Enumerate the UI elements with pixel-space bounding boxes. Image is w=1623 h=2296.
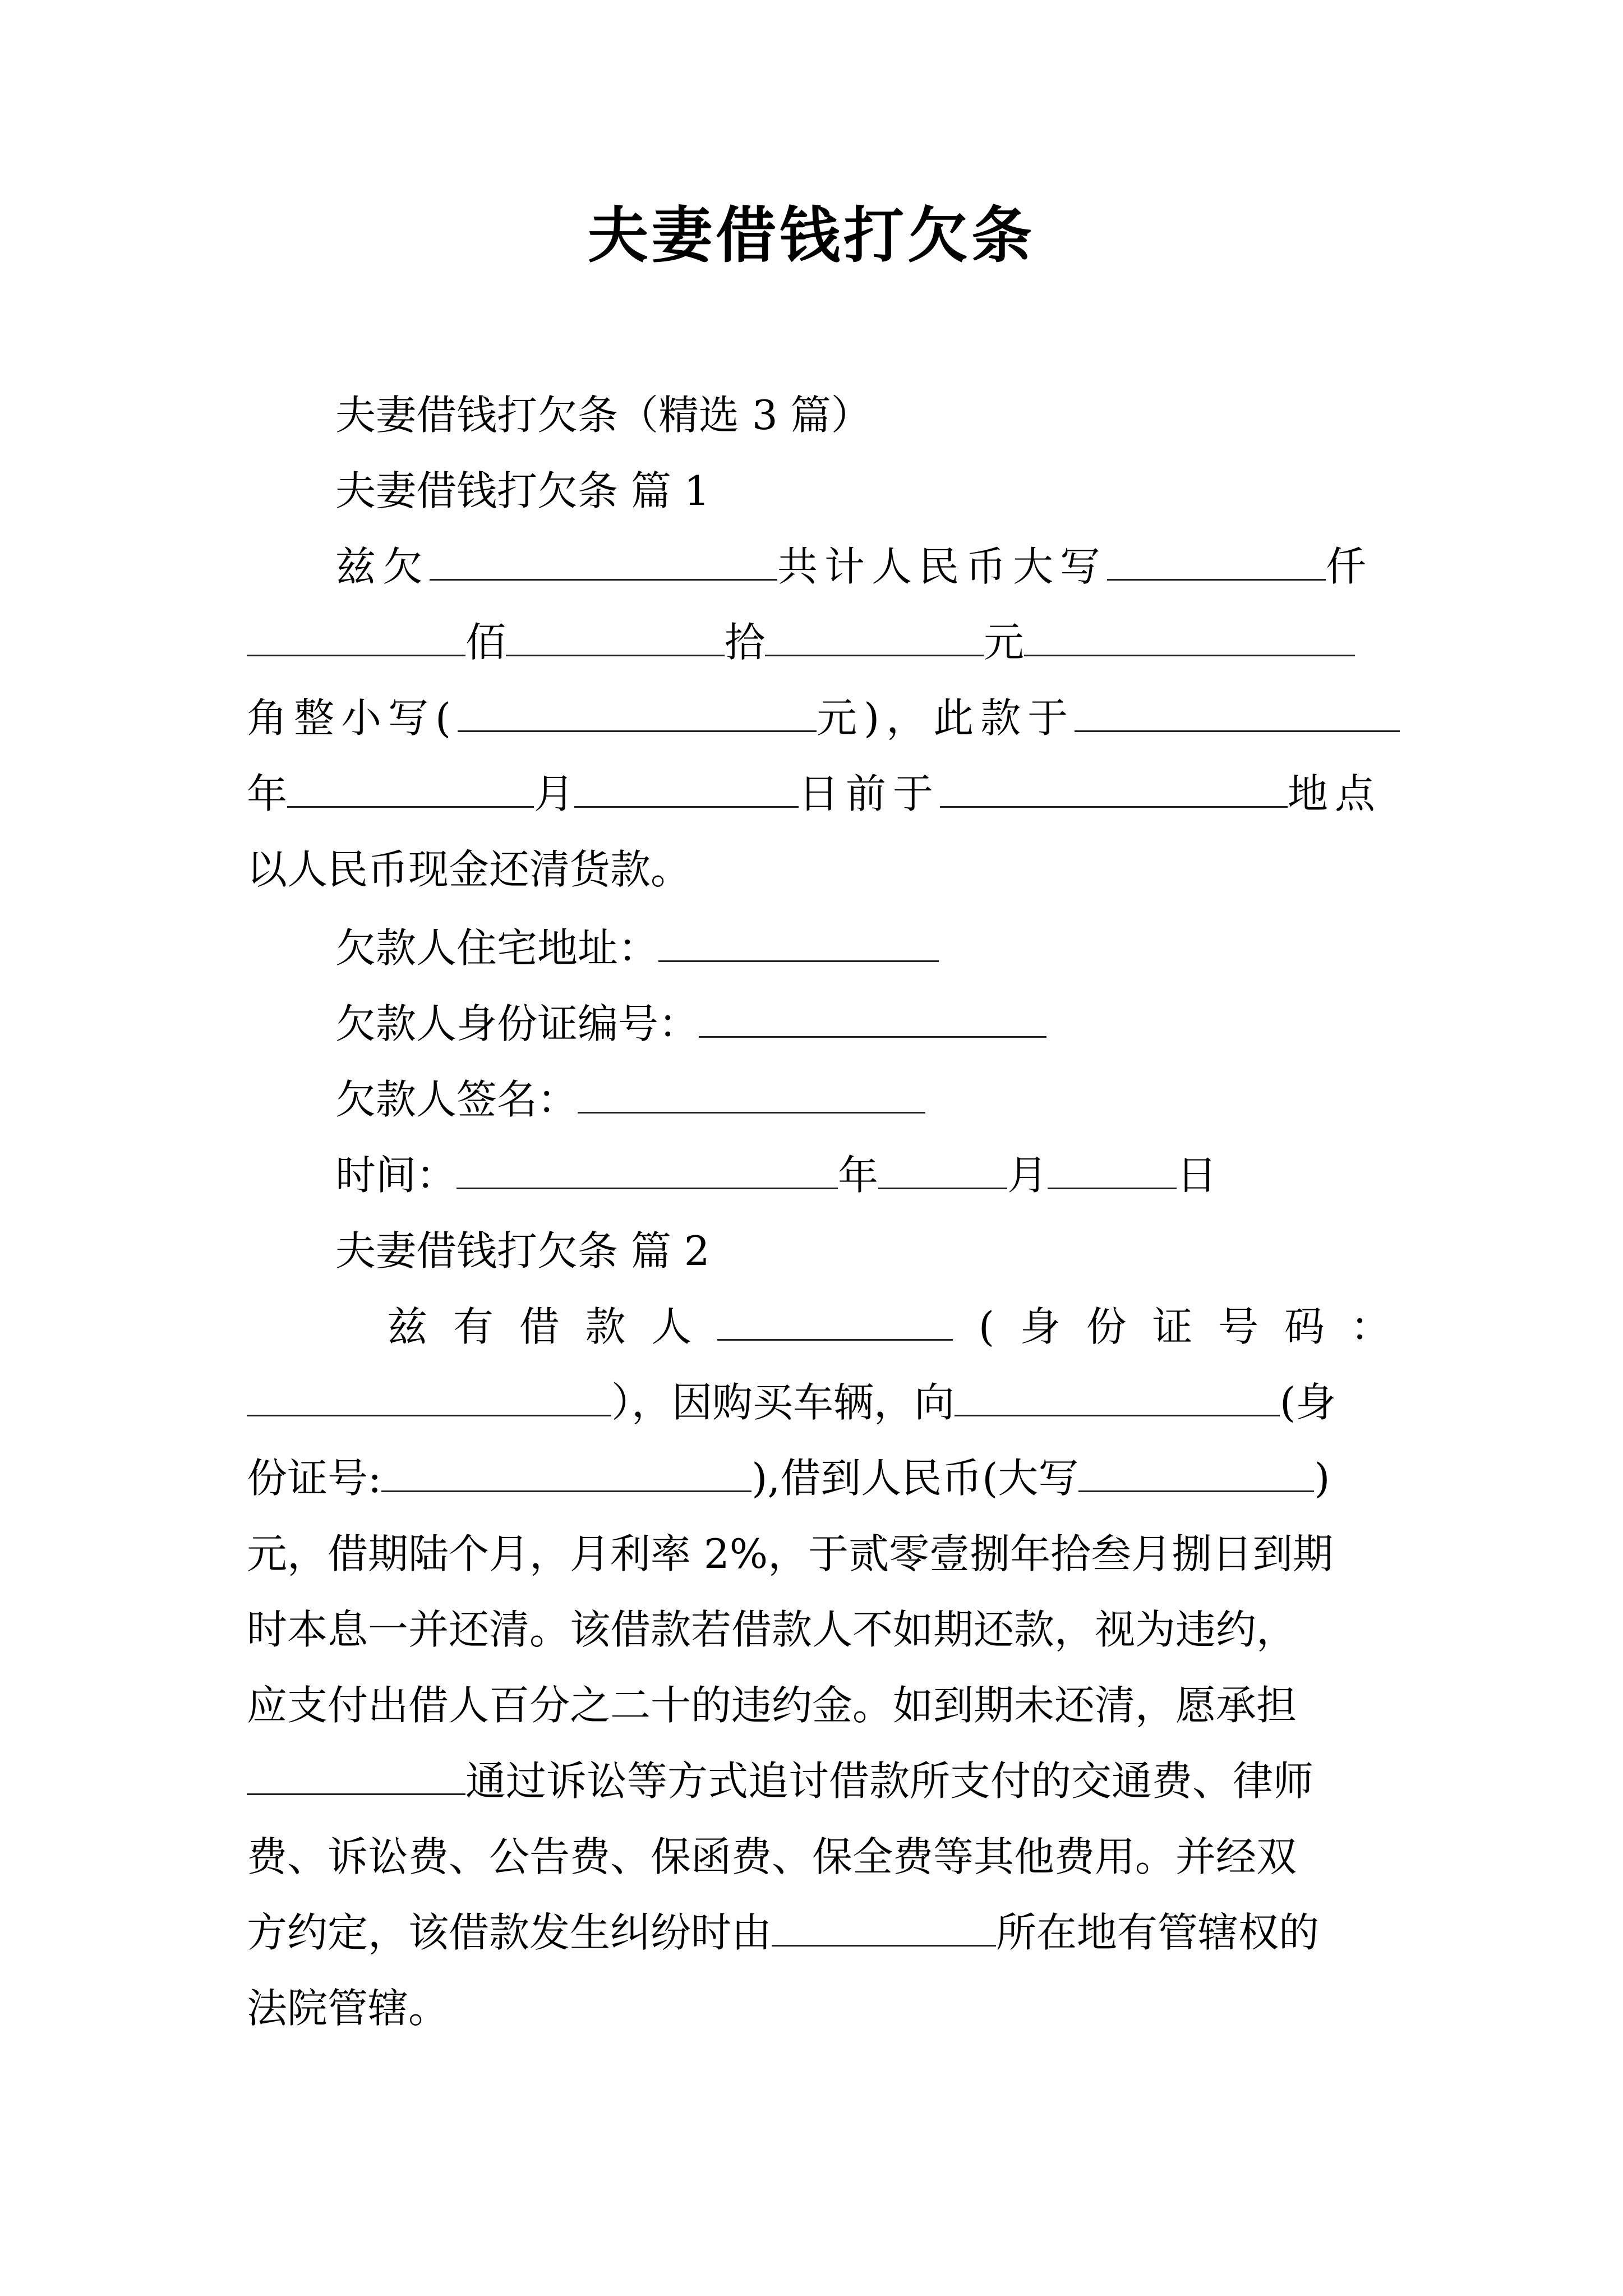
debtor-address-label: 欠款人住宅地址： [335, 924, 659, 972]
blank-field[interactable] [940, 767, 1288, 808]
char: 号 [1218, 1303, 1259, 1350]
p2-line-4: 元，借期陆个月，月利率 2%，于贰零壹捌年拾叁月捌日到期 [247, 1530, 1334, 1577]
p2-line-7 [247, 1750, 1391, 1812]
debtor-id-field[interactable] [699, 997, 1046, 1038]
text: ），因购买车辆，向 [611, 1379, 955, 1426]
date-label: 时间： [335, 1152, 457, 1199]
lender-id-field[interactable] [381, 1451, 751, 1492]
text: 份证号: [247, 1455, 382, 1502]
borrower-field[interactable] [717, 1300, 953, 1341]
debtor-signature-row [335, 1069, 1391, 1130]
text: 拾 [725, 619, 766, 666]
char: 份 [1086, 1303, 1127, 1350]
day-field[interactable] [1048, 1148, 1177, 1189]
char: 人 [651, 1303, 692, 1350]
date-field[interactable] [457, 1148, 838, 1189]
text: 元 [984, 619, 1025, 666]
blank-field[interactable] [458, 691, 817, 732]
p2-line-1 [387, 1296, 1391, 1358]
lender-field[interactable] [955, 1375, 1280, 1416]
debtor-address-field[interactable] [658, 921, 939, 962]
text: 佰 [465, 619, 506, 666]
intro-line: 夫妻借钱打欠条（精选 3 篇） [335, 392, 872, 439]
blank-field[interactable] [765, 615, 984, 656]
debtor-signature-field[interactable] [578, 1073, 925, 1114]
text: 共计人民币大写 [777, 543, 1108, 590]
text: 日前于 [799, 770, 940, 817]
p1-line-4 [247, 763, 1391, 825]
text: 方约定，该借款发生纠纷时由 [247, 1909, 772, 1956]
blank-field[interactable] [287, 767, 534, 808]
blank-field[interactable] [1107, 540, 1326, 581]
text: 地点 [1288, 770, 1382, 817]
blank-field[interactable] [247, 1754, 465, 1795]
p1-line-5: 以人民币现金还清货款。 [247, 846, 691, 893]
section-heading-2: 夫妻借钱打欠条 篇 2 [335, 1227, 710, 1274]
p2-line-10: 法院管辖。 [247, 1985, 449, 2032]
char: 有 [453, 1303, 494, 1350]
debtor-signature-label: 欠款人签名： [335, 1076, 578, 1123]
char: 证 [1152, 1303, 1193, 1350]
text: ),借到人民币(大写 [751, 1455, 1079, 1502]
char: 兹 [387, 1303, 428, 1350]
char: 款 [585, 1303, 626, 1350]
p2-line-8: 费、诉讼费、公告费、保函费、保全费等其他费用。并经双 [247, 1833, 1297, 1880]
text: 月 [1007, 1152, 1048, 1199]
text: 年 [247, 770, 288, 817]
month-field[interactable] [878, 1148, 1007, 1189]
text: 元)，此款于 [817, 694, 1075, 742]
text: 角整小写( [247, 694, 458, 742]
blank-field[interactable] [430, 540, 777, 581]
p1-line-2 [247, 611, 1391, 673]
p1-line-3 [247, 687, 1391, 749]
text: 通过诉讼等方式追讨借款所支付的交通费、律师 [465, 1757, 1314, 1805]
text: (身 [1280, 1379, 1336, 1426]
p2-line-2 [247, 1372, 1391, 1433]
blank-field[interactable] [247, 615, 465, 656]
debtor-address-row [335, 917, 1391, 979]
text: ) [1314, 1455, 1330, 1502]
text: 仟 [1326, 543, 1373, 590]
blank-field[interactable] [1075, 691, 1400, 732]
p2-line-9 [247, 1902, 1391, 1963]
amount-field[interactable] [1078, 1451, 1314, 1492]
date-row [335, 1144, 1391, 1206]
jurisdiction-field[interactable] [772, 1906, 996, 1947]
char: ： [1350, 1303, 1391, 1350]
char: ( [978, 1303, 994, 1350]
text: 所在地有管辖权的 [996, 1909, 1320, 1956]
blank-field[interactable] [1024, 615, 1355, 656]
document-title: 夫妻借钱打欠条 [587, 200, 1035, 271]
char: 码 [1284, 1303, 1325, 1350]
debtor-id-row [335, 993, 1391, 1055]
blank-field[interactable] [506, 615, 725, 656]
char: 借 [519, 1303, 560, 1350]
p2-line-6: 应支付出借人百分之二十的违约金。如到期未还清，愿承担 [247, 1682, 1297, 1729]
text: 年 [838, 1152, 879, 1199]
p1-line-1 [335, 536, 1391, 597]
debtor-id-label: 欠款人身份证编号： [335, 1000, 699, 1047]
text: 兹欠 [335, 543, 430, 590]
text: 月 [534, 770, 575, 817]
p2-line-3 [247, 1447, 1391, 1509]
section-heading-1: 夫妻借钱打欠条 篇 1 [335, 467, 710, 514]
text: 日 [1177, 1152, 1218, 1199]
borrower-id-field[interactable] [247, 1375, 611, 1416]
char: 身 [1020, 1303, 1061, 1350]
p2-line-5: 时本息一并还清。该借款若借款人不如期还款，视为违约， [247, 1606, 1297, 1653]
blank-field[interactable] [574, 767, 799, 808]
